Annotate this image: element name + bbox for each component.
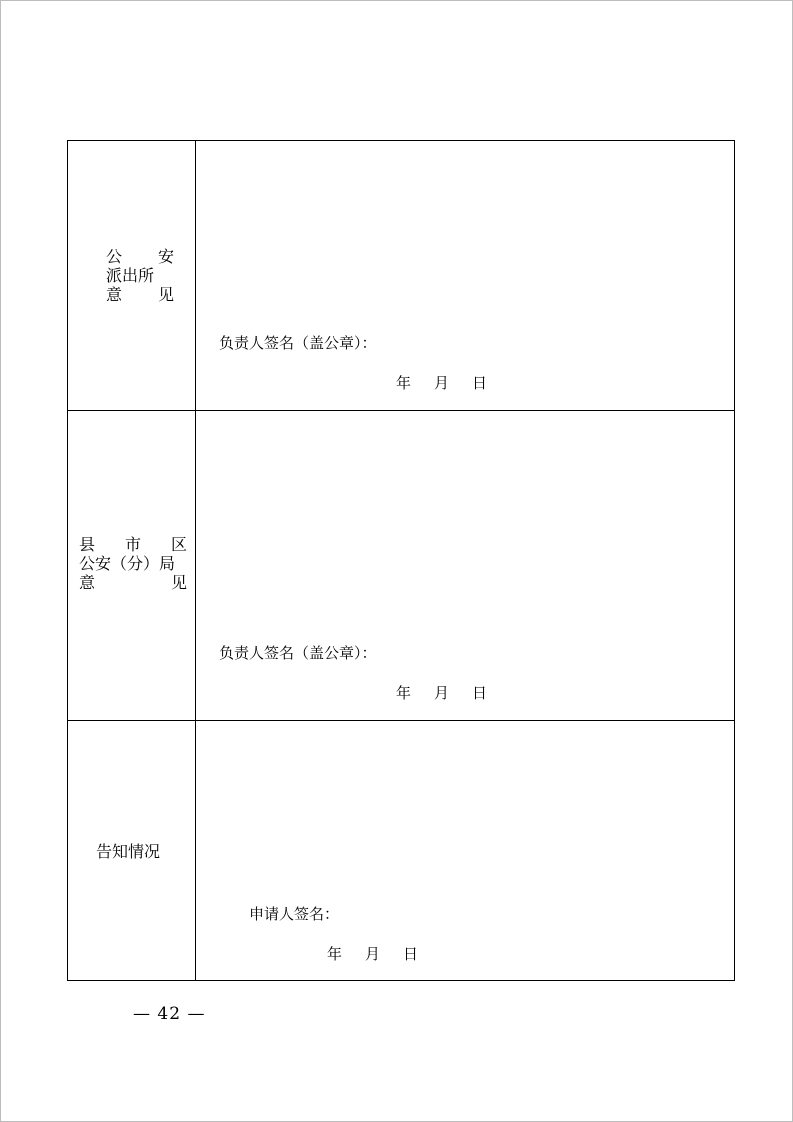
label-word: 市 [124,535,141,554]
label-word: 见 [170,573,187,592]
date-year-label: 年 [327,945,343,963]
police-station-opinion-row [68,141,735,411]
county-bureau-opinion-field[interactable] [196,411,735,721]
notification-label: 告知情况 [96,842,161,861]
notification-field[interactable] [196,721,735,981]
date-year-label: 年 [396,684,412,702]
county-bureau-opinion-row [68,411,735,721]
label-word: 安 [158,247,175,266]
label-word: 派出所 [106,266,155,285]
date-day-label: 日 [403,945,419,963]
label-word: 见 [158,285,175,304]
signature-label: 负责人签名（盖公章）： [219,334,377,352]
label-word: 意 [106,285,123,304]
county-bureau-label [79,535,187,592]
date-day-label: 日 [472,374,488,392]
page-number: — 42 — [133,1004,206,1024]
date-month-label: 月 [434,684,450,702]
police-station-opinion-field[interactable] [196,141,735,411]
notification-row [68,721,735,981]
county-bureau-label-cell [68,411,196,721]
police-station-label [106,247,174,304]
approval-form-table [67,140,735,981]
date-month-label: 月 [434,374,450,392]
date-month-label: 月 [365,945,381,963]
date-year-label: 年 [396,374,412,392]
label-word: 公安（分）局 [79,554,176,573]
applicant-signature-label: 申请人签名： [249,905,340,923]
police-station-label-cell [68,141,196,411]
date-line [327,943,418,964]
date-line [396,372,487,393]
label-word: 意 [79,573,96,592]
label-word: 县 [79,535,96,554]
label-word: 公 [106,247,123,266]
label-word: 区 [170,535,187,554]
date-day-label: 日 [472,684,488,702]
signature-label: 负责人签名（盖公章）： [219,644,377,662]
notification-label-cell [68,721,196,981]
date-line [396,682,487,703]
